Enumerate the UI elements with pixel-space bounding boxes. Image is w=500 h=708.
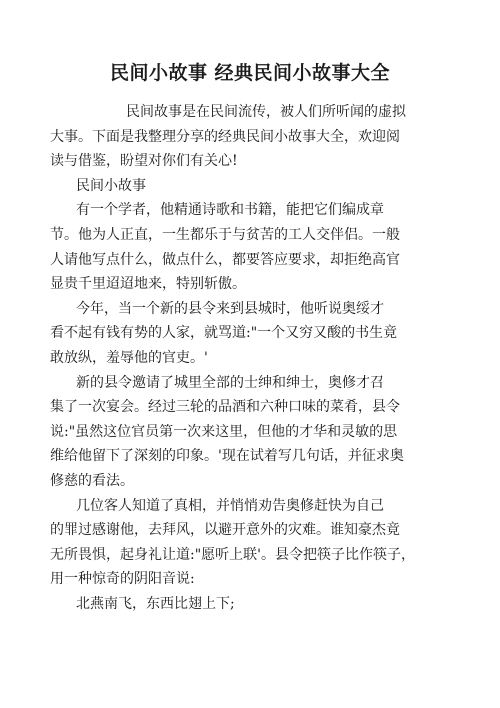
text-line: 敢放纵，羞辱他的官吏。' [50, 349, 208, 366]
text-line: 北燕南飞，东西比翅上下; [76, 595, 235, 612]
text-line: 节。他为人正直，一生都乐于与贫苦的工人交伴侣。一般 [50, 226, 400, 243]
text-line: 今年，当一个新的县令来到县城时，他听说奥绥才 [76, 300, 384, 317]
paragraph [50, 371, 450, 494]
text-line: 新的县令邀请了城里全部的士绅和绅士，奥修才召 [76, 374, 384, 391]
paragraph [50, 592, 450, 617]
text-line: 民间小故事 [76, 177, 146, 194]
text-line: 无所畏惧，起身礼让道:"愿听上联'。县令把筷子比作筷子， [50, 546, 416, 563]
text-line: 读与借鉴，盼望对你们有关心! [50, 153, 238, 170]
text-line: 大事。下面是我整理分享的经典民间小故事大全，欢迎阅 [50, 128, 400, 145]
text-line: 的罪过感谢他，去拜风，以避开意外的灾难。谁知豪杰竟 [50, 522, 400, 539]
paragraph [50, 198, 450, 296]
text-line: 人请他写点什么，做点什么，都要答应要求，却拒绝高官 [50, 251, 400, 268]
text-line: 民间故事是在民间流传，被人们所听闻的虚拟 [126, 104, 406, 120]
text-line: 修慈的看法。 [50, 472, 134, 489]
page-title: 民间小故事 经典民间小故事大全 [109, 62, 391, 84]
text-line: 几位客人知道了真相，并悄悄劝告奥修赶快为自己 [76, 497, 384, 514]
text-line: 说:"虽然这位官员第一次来这里，但他的才华和灵敏的思 [50, 423, 398, 440]
paragraph [50, 174, 450, 199]
text-line: 看不起有钱有势的人家，就骂道:"一个又穷又酸的书生竟 [50, 325, 398, 342]
text-line: 用一种惊奇的阴阳音说: [50, 571, 195, 588]
paragraph [50, 100, 450, 174]
text-line: 集了一次宴会。经过三轮的品酒和六种口味的菜肴，县令 [50, 399, 400, 416]
article-body [50, 100, 450, 616]
text-line: 维给他留下了深刻的印象。'现在试着写几句话，并征求奥 [50, 448, 404, 465]
text-line: 有一个学者，他精通诗歌和书籍，能把它们编成章 [76, 202, 384, 219]
text-line: 显贵千里迢迢地来，特别斩傲。 [50, 276, 246, 293]
paragraph [50, 494, 450, 592]
paragraph [50, 297, 450, 371]
